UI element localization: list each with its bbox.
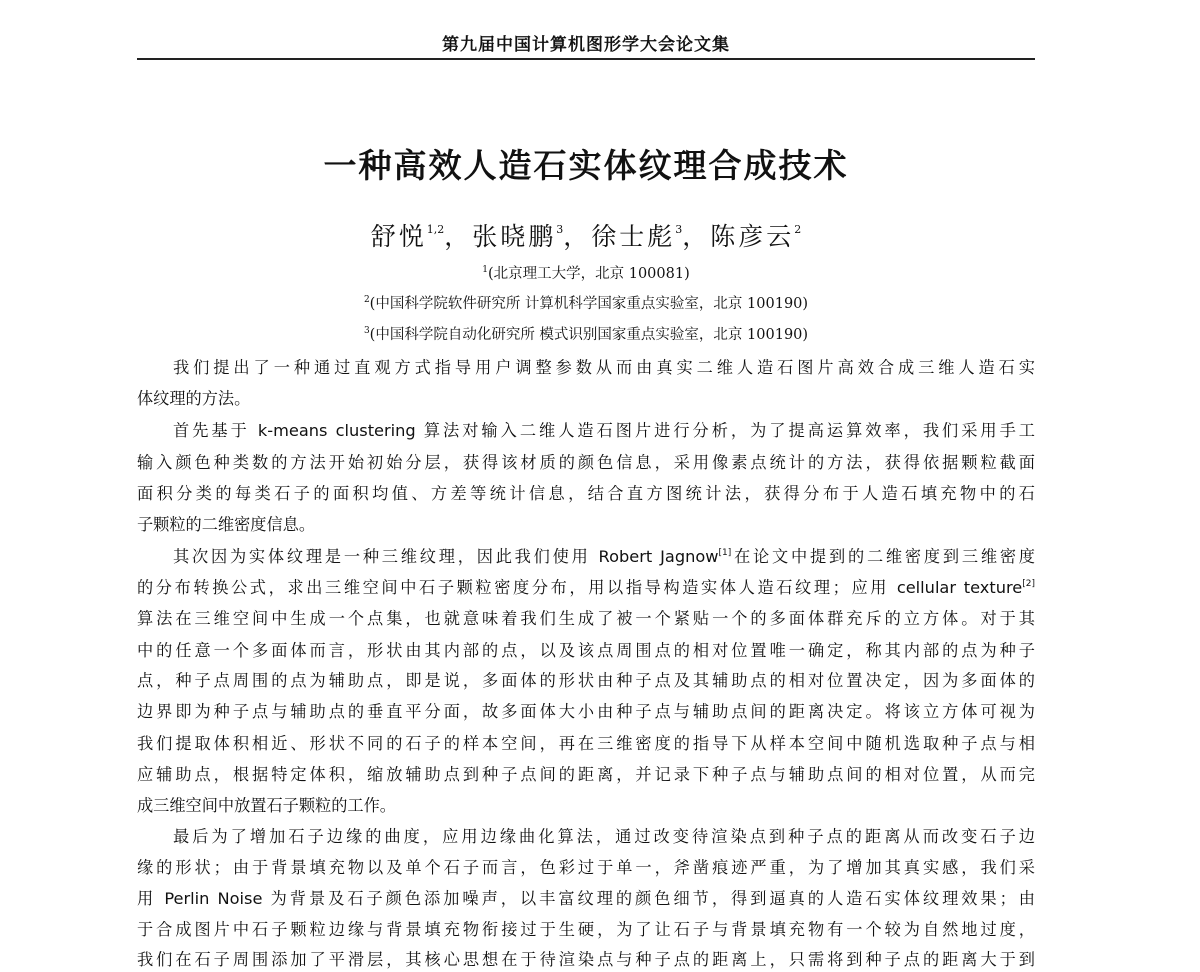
author [591,222,710,251]
body-text: 算法在三维空间中生成一个点集，也就意味着我们生成了被一个紧贴一个的多面体群充斥的立方体。对于其 [137,609,1035,628]
body-text: 中的任意一个多面体而言，形状由其内部的点，以及该点周围点的相对位置唯一确定，称其内部的点为种子 [137,641,1035,660]
body-text: 其次因为实体纹理是一种三维纹理，因此我们使用 Robert Jagnow [173,547,719,566]
paper-title: 一种高效人造石实体纹理合成技术 [323,146,849,185]
body-text: 输入颜色种类数的方法开始初始分层，获得该材质的颜色信息，采用像素点统计的方法，获得依据颗粒截面 [137,453,1035,472]
author-affiliation-mark: 3 [556,223,564,236]
body-line [137,482,1035,506]
body-line [137,825,1035,849]
affiliation-text: (中国科学院自动化研究所 模式识别国家重点实验室，北京 100190) [369,327,809,343]
body-text: 点，种子点周围的点为辅助点，即是说，多面体的形状由种子点及其辅助点的相对位置决定，因为多面体的 [137,671,1035,690]
body-line [137,732,1035,756]
body-text: 在论文中提到的二维密度到三维密度 [731,547,1035,566]
body-text: 缘的形状；由于背景填充物以及单个石子而言，色彩过于单一，斧凿痕迹严重，为了增加其真实感，我们采 [137,858,1035,877]
running-header: 第九届中国计算机图形学大会论文集 [442,35,730,55]
author-list [137,217,1035,253]
body-line [137,700,1035,724]
body-text: 成三维空间中放置石子颗粒的工作。 [137,796,396,815]
body-text: 首先基于 k-means clustering 算法对输入二维人造石图片进行分析，为了提高运算效率，我们采用手工 [173,421,1035,440]
author-name: 徐士彪 [591,222,676,251]
author-affiliation-mark: 1,2 [426,223,445,236]
author-name: 舒悦 [370,222,427,251]
body-line [137,451,1035,475]
body-line [137,918,1035,942]
affiliation-line [137,292,1035,313]
body-text: 子颗粒的二维密度信息。 [137,515,316,534]
body-text: 我们提出了一种通过直观方式指导用户调整参数从而由真实二维人造石图片高效合成三维人造石实 [173,358,1035,377]
affiliation-line [137,323,1035,344]
body-line [137,639,1035,663]
affiliation-mark: 3 [363,326,370,336]
body-line [137,356,1035,380]
body-line [137,856,1035,880]
body-line [137,763,1035,787]
body-line [137,513,1035,537]
author-separator: ， [682,222,711,251]
body-line [137,419,1035,443]
author-name: 张晓鹏 [472,222,557,251]
body-line [137,887,1035,911]
affiliation-mark: 2 [363,295,370,305]
body-text: 应辅助点，根据特定体积，缩放辅助点到种子点间的距离，并记录下种子点与辅助点间的相对位置，从而完 [137,765,1035,784]
header-rule [137,58,1035,60]
body-text: 我们提取体积相近、形状不同的石子的样本空间，再在三维密度的指导下从样本空间中随机选取种子点与相 [137,734,1035,753]
affiliation-text: (北京理工大学，北京 100081) [487,266,690,282]
affiliation-line [137,262,1035,283]
author-affiliation-mark: 2 [794,223,802,236]
body-text: 于合成图片中石子颗粒边缘与背景填充物衔接过于生硬，为了让石子与背景填充物有一个较为自然地过度， [137,920,1035,939]
body-line [137,576,1035,600]
author [472,222,591,251]
body-text: 用 Perlin Noise 为背景及石子颜色添加噪声，以丰富纹理的颜色细节，得到逼真的人造石实体纹理效果；由 [137,889,1035,908]
author-separator: ， [563,222,592,251]
author [710,222,801,251]
affiliation-text: (中国科学院软件研究所 计算机科学国家重点实验室，北京 100190) [369,296,809,312]
body-text: 体纹理的方法。 [137,389,251,408]
body-text: 的分布转换公式，求出三维空间中石子颗粒密度分布，用以指导构造实体人造石纹理；应用 cellular texture [137,578,1023,597]
body-line [137,607,1035,631]
author [371,222,473,251]
author-affiliation-mark: 3 [675,223,683,236]
body-text: 最后为了增加石子边缘的曲度，应用边缘曲化算法，通过改变待渲染点到种子点的距离从而改变石子边 [173,827,1035,846]
body-text: 我们在石子周围添加了平滑层，其核心思想在于待渲染点与种子点的距离上，只需将到种子点的距离大于到 [137,950,1035,969]
citation-mark: [2] [1022,579,1035,589]
citation-mark: [1] [718,548,732,558]
body-line [137,669,1035,693]
body-line [137,387,1035,411]
body-text: 边界即为种子点与辅助点的垂直平分面，故多面体大小由种子点与辅助点间的距离决定。将该立方体可视为 [137,702,1035,721]
author-name: 陈彦云 [710,222,795,251]
body-text: 面积分类的每类石子的面积均值、方差等统计信息，结合直方图统计法，获得分布于人造石填充物中的石 [137,484,1035,503]
body-line [137,794,1035,818]
affiliation-mark: 1 [482,265,488,275]
body-line [137,545,1035,569]
author-separator: ， [444,222,473,251]
